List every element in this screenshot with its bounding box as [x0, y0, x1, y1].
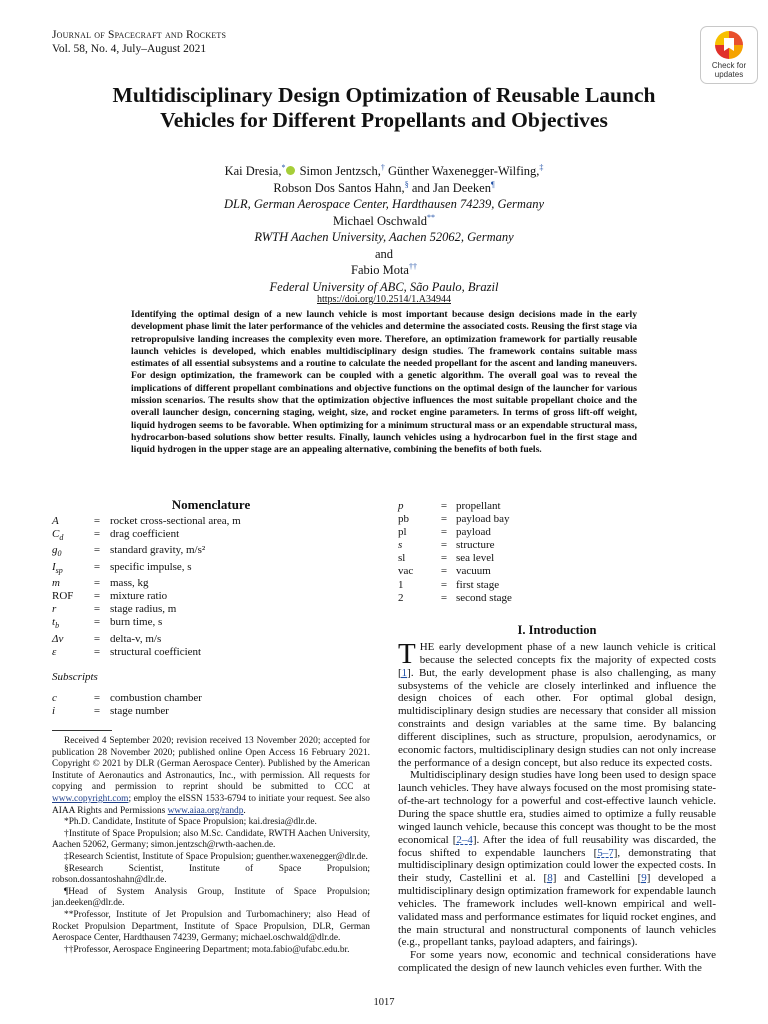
nomenclature-definition: mixture ratio [110, 590, 168, 603]
nomenclature-equals: = [440, 565, 448, 578]
nomenclature-equals: = [93, 590, 101, 603]
affiliation-ufabc: Federal University of ABC, São Paulo, Brazil [269, 279, 499, 294]
nomenclature-definition: stage number [110, 704, 169, 717]
nomenclature-heading: Nomenclature [171, 497, 251, 512]
nomenclature-definition: stage radius, m [110, 603, 177, 616]
author-footnote: *Ph.D. Candidate, Institute of Space Propulsion; kai.dresia@dlr.de. [64, 817, 317, 828]
nomenclature-symbol: ε [52, 645, 57, 658]
nomenclature-equals: = [93, 632, 101, 645]
citation-link[interactable]: 9 [641, 872, 647, 885]
nomenclature-row [398, 552, 716, 565]
nomenclature-row [398, 500, 716, 513]
nomenclature-definition: first stage [456, 578, 500, 591]
nomenclature-row [52, 561, 370, 577]
nomenclature-row [52, 577, 370, 590]
nomenclature-symbol: A [52, 515, 59, 528]
author-and: and [374, 246, 394, 261]
author-footnote: ¶Head of System Analysis Group, Institute of Space Propulsion; jan.deeken@dlr.de. [52, 886, 370, 909]
nomenclature-definition: drag coefficient [110, 528, 180, 541]
page-number: 1017 [373, 997, 395, 1008]
nomenclature-equals: = [93, 616, 101, 629]
nomenclature-row [52, 515, 370, 528]
citation-link[interactable]: 5–7 [597, 846, 614, 859]
nomenclature-row [52, 705, 370, 718]
footnote-rule [52, 730, 112, 731]
nomenclature-row [398, 592, 716, 605]
author-footnote-link[interactable]: ** [427, 212, 436, 222]
nomenclature-definition: delta-v, m/s [110, 632, 162, 645]
abstract: Identifying the optimal design of a new launch vehicle is most important because design decisions made in the early development phase limit the later performance of the vehicles and determine the associated costs. Reusing the first stage via retropropulsive landing increases the complexity even more. Therefore, an optimization framework for partially reusable launch vehicles is developed, which enables multidisciplinary design studies. The framework contains suitable mass estimates of all essential subsystems and a routine to calculate the needed propellant for the ascent and landing maneuvers. For design optimization, the framework can be coupled with a genetic algorithm. The overall goal was to reveal the implications of different propellant combinations and objective functions on the optimal design of the launcher for various mission scenarios. The results show that the optimization objective influences the most suitable propellant choice and the overall launcher design, concerning staging, weight, size, and rocket engine parameters. In terms of gross lift-off weight, liquid hydrogen seems to be favorable. When optimizing for a minimum structural mass or an expendable structural mass, hydrocarbon-based solutions show better results. Finally, launch vehicles using a hydrocarbon fuel in the first stage and liquid hydrogen in the upper stage are an appealing alternative, combining the benefits of both fuels. [131, 309, 637, 456]
nomenclature-left [52, 498, 370, 718]
author-footnote: †Institute of Space Propulsion; also M.Sc. Candidate, RWTH Aachen University, Aachen 52062, Germany; simon.jentzsch@rwth-aachen.de. [52, 828, 370, 851]
footnotes [52, 736, 370, 956]
author-footnote-link[interactable]: § [404, 179, 409, 189]
nomenclature-row [398, 513, 716, 526]
nomenclature-row [52, 590, 370, 603]
nomenclature-definition: mass, kg [110, 577, 149, 590]
nomenclature-definition: second stage [456, 591, 512, 604]
nomenclature-symbol: r [52, 603, 57, 616]
nomenclature-equals: = [93, 691, 101, 704]
nomenclature-row [52, 616, 370, 632]
nomenclature-row [398, 526, 716, 539]
journal-issue: Vol. 58, No. 4, July–August 2021 [52, 43, 207, 55]
nomenclature-row [398, 539, 716, 552]
nomenclature-definition: payload bay [456, 513, 510, 526]
nomenclature-equals: = [93, 528, 101, 541]
author-line-1: Kai Dresia,* Simon Jentzsch,† Günther Waxenegger-Wilfing,‡ [224, 162, 544, 178]
author-footnote-link[interactable]: ¶ [490, 179, 495, 189]
received-note: Received 4 September 2020; revision received 13 November 2020; accepted for publication 28 November 2020; published online Open Access 16 February 2021. Copyright © 2021 by DLR (German Aerospace Center). Published by the American Institute of Aeronautics and Astronautics, Inc., with permission. All requests for copying and permission to reprint should be submitted to CCC at www.copyright.com; employ the eISSN 1533-6794 to initiate your request. See also AIAA Rights and Permissions www.aiaa.org/randp. [52, 736, 370, 816]
nomenclature-equals: = [93, 544, 101, 557]
nomenclature-equals: = [93, 704, 101, 717]
nomenclature-symbol: $I_{sp}$ [52, 560, 63, 575]
nomenclature-symbol: pl [398, 526, 407, 539]
author-footnote: ††Professor, Aerospace Engineering Department; mota.fabio@ufabc.edu.br. [64, 944, 350, 955]
nomenclature-definition: sea level [456, 552, 495, 565]
nomenclature-equals: = [93, 577, 101, 590]
check-for-updates-icon [715, 31, 743, 59]
badge-line1: Check for [711, 61, 747, 70]
author-footnote-link[interactable]: †† [408, 261, 417, 271]
nomenclature-definition: propellant [456, 500, 501, 512]
doi-link[interactable]: https://doi.org/10.2514/1.A34944 [317, 294, 451, 305]
nomenclature-row [52, 692, 370, 705]
nomenclature-row [52, 633, 370, 646]
nomenclature-row [52, 544, 370, 560]
author-footnote: ‡Research Scientist, Institute of Space Propulsion; guenther.waxenegger@dlr.de. [64, 851, 368, 862]
affiliation-rwth: RWTH Aachen University, Aachen 52062, Germany [254, 230, 514, 244]
author-footnote-link[interactable]: † [380, 162, 385, 172]
introduction-body [398, 638, 717, 975]
nomenclature-symbol: ROF [52, 590, 74, 603]
doi-line [60, 294, 708, 305]
author-footnote-link[interactable]: * [281, 162, 286, 172]
author-line-4: Fabio Mota†† [351, 261, 417, 277]
nomenclature-row [398, 565, 716, 578]
nomenclature-row [52, 528, 370, 544]
copyright-link[interactable]: www.copyright.com [52, 793, 129, 804]
nomenclature-row [398, 579, 716, 592]
drop-cap: T [398, 638, 416, 670]
nomenclature-equals: = [93, 603, 101, 616]
intro-paragraph-2: Multidisciplinary design studies have long been used to design space launch vehicles. They have always focused on the most promising state-of-the-art technology for a powerful and cost-effective launch vehicle. During the space shuttle era, studies aimed to optimize a fully reusable winged launch vehicle, because this concept was thought to be the most economical [2–4]. After the idea of full reusability was discarded, the focus shifted to expendable launchers [5–7], demonstrating that multidisciplinary design optimization could lower the expected costs. In their study, Castellini et al. [8] and Castellini [9] developed a multidisciplinary design optimization framework for expendable launch vehicles. The framework includes well-known empirical and well-validated mass and performance estimates for liquid rocket engines, and the main structural and nonstructural components of launch vehicles (e.g., propellant tanks, payload adapters, and fairings). [398, 769, 717, 949]
nomenclature-definition: structural coefficient [110, 645, 202, 658]
check-for-updates-badge[interactable] [700, 26, 758, 84]
author-footnote: **Professor, Institute of Jet Propulsion and Turbomachinery; also Head of Rocket Propulsion Department, Institute of Space Propulsion, DLR, German Aerospace Center, Hardthausen 74239, Germany; michael.oschwald@dlr.de. [52, 909, 370, 944]
citation-link[interactable]: 1 [401, 666, 408, 679]
intro-paragraph-3: For some years now, economic and technical considerations have complicated the design of new launch vehicles even further. With the [398, 949, 716, 975]
nomenclature-symbol: 1 [398, 578, 404, 591]
affiliation-dlr: DLR, German Aerospace Center, Hardthausen 74239, Germany [224, 197, 544, 211]
nomenclature-symbol: pb [398, 513, 409, 526]
nomenclature-equals: = [440, 539, 448, 552]
author-line-3: Michael Oschwald** [332, 212, 436, 228]
nomenclature-symbol: 2 [398, 591, 404, 604]
author-footnote-link[interactable]: ‡ [539, 162, 544, 172]
nomenclature-symbol: $t_b$ [52, 616, 60, 631]
nomenclature-definition: specific impulse, s [110, 560, 192, 573]
nomenclature-equals: = [440, 513, 448, 526]
orcid-icon[interactable] [286, 166, 295, 175]
nomenclature-symbol: Δv [52, 632, 64, 645]
nomenclature-definition: payload [456, 526, 491, 539]
nomenclature-symbol: sl [398, 552, 406, 565]
nomenclature-equals: = [93, 560, 101, 573]
citation-link[interactable]: 8 [547, 872, 553, 885]
nomenclature-equals: = [440, 526, 448, 539]
nomenclature-definition: rocket cross-sectional area, m [110, 515, 241, 528]
author-footnote: §Research Scientist, Institute of Space Propulsion; robson.dossantoshahn@dlr.de. [52, 863, 370, 886]
nomenclature-definition: burn time, s [110, 616, 163, 629]
nomenclature-equals: = [440, 578, 448, 591]
journal-header [52, 28, 226, 56]
nomenclature-symbol: p [398, 500, 404, 512]
nomenclature-symbol: m [52, 577, 60, 590]
nomenclature-definition: standard gravity, m/s² [110, 544, 206, 557]
nomenclature-equals: = [93, 645, 101, 658]
aiaa-permissions-link[interactable]: www.aiaa.org/randp [167, 805, 244, 816]
nomenclature-symbol: i [52, 704, 56, 717]
nomenclature-symbol: c [52, 691, 57, 704]
author-block [60, 163, 708, 295]
nomenclature-equals: = [93, 515, 101, 528]
citation-link[interactable]: 2–4 [456, 833, 473, 846]
nomenclature-symbol: s [398, 539, 403, 552]
nomenclature-definition: vacuum [456, 565, 491, 578]
subscripts-heading: Subscripts [52, 670, 98, 683]
paper-title: Multidisciplinary Design Optimization of Reusable Launch Vehicles for Different Propellants and Objectives [112, 83, 656, 132]
nomenclature-equals: = [440, 591, 448, 604]
nomenclature-definition: structure [456, 539, 495, 552]
nomenclature-right [398, 500, 716, 605]
nomenclature-symbol: $g_0$ [52, 544, 62, 559]
nomenclature-equals: = [440, 552, 448, 565]
nomenclature-equals: = [440, 500, 448, 512]
nomenclature-row [52, 646, 370, 659]
section-heading-introduction: I. Introduction [517, 623, 597, 637]
journal-name: Journal of Spacecraft and Rockets [52, 29, 227, 41]
badge-line2: updates [714, 70, 744, 79]
author-line-2: Robson Dos Santos Hahn,§ and Jan Deeken¶ [273, 179, 495, 195]
nomenclature-symbol: vac [398, 565, 414, 578]
nomenclature-definition: combustion chamber [110, 691, 202, 704]
nomenclature-symbol: $C_d$ [52, 528, 64, 543]
intro-paragraph-1: THE early development phase of a new launch vehicle is critical because the selected concepts fix the majority of expected costs [1]. But, the early development phase is also challenging, as many subsystems of the vehicle are closely interlinked and influence the design choices of each other. For optimal global design, multidisciplinary design studies are necessary that consider all mission constraints and design variables at the same time. By balancing different disciplines, such as structure, propulsion, aerodynamics, or economic factors, multidisciplinary design studies can not only increase the performance of a design concept, but also reduce its expected costs. [398, 638, 716, 769]
nomenclature-row [52, 603, 370, 616]
